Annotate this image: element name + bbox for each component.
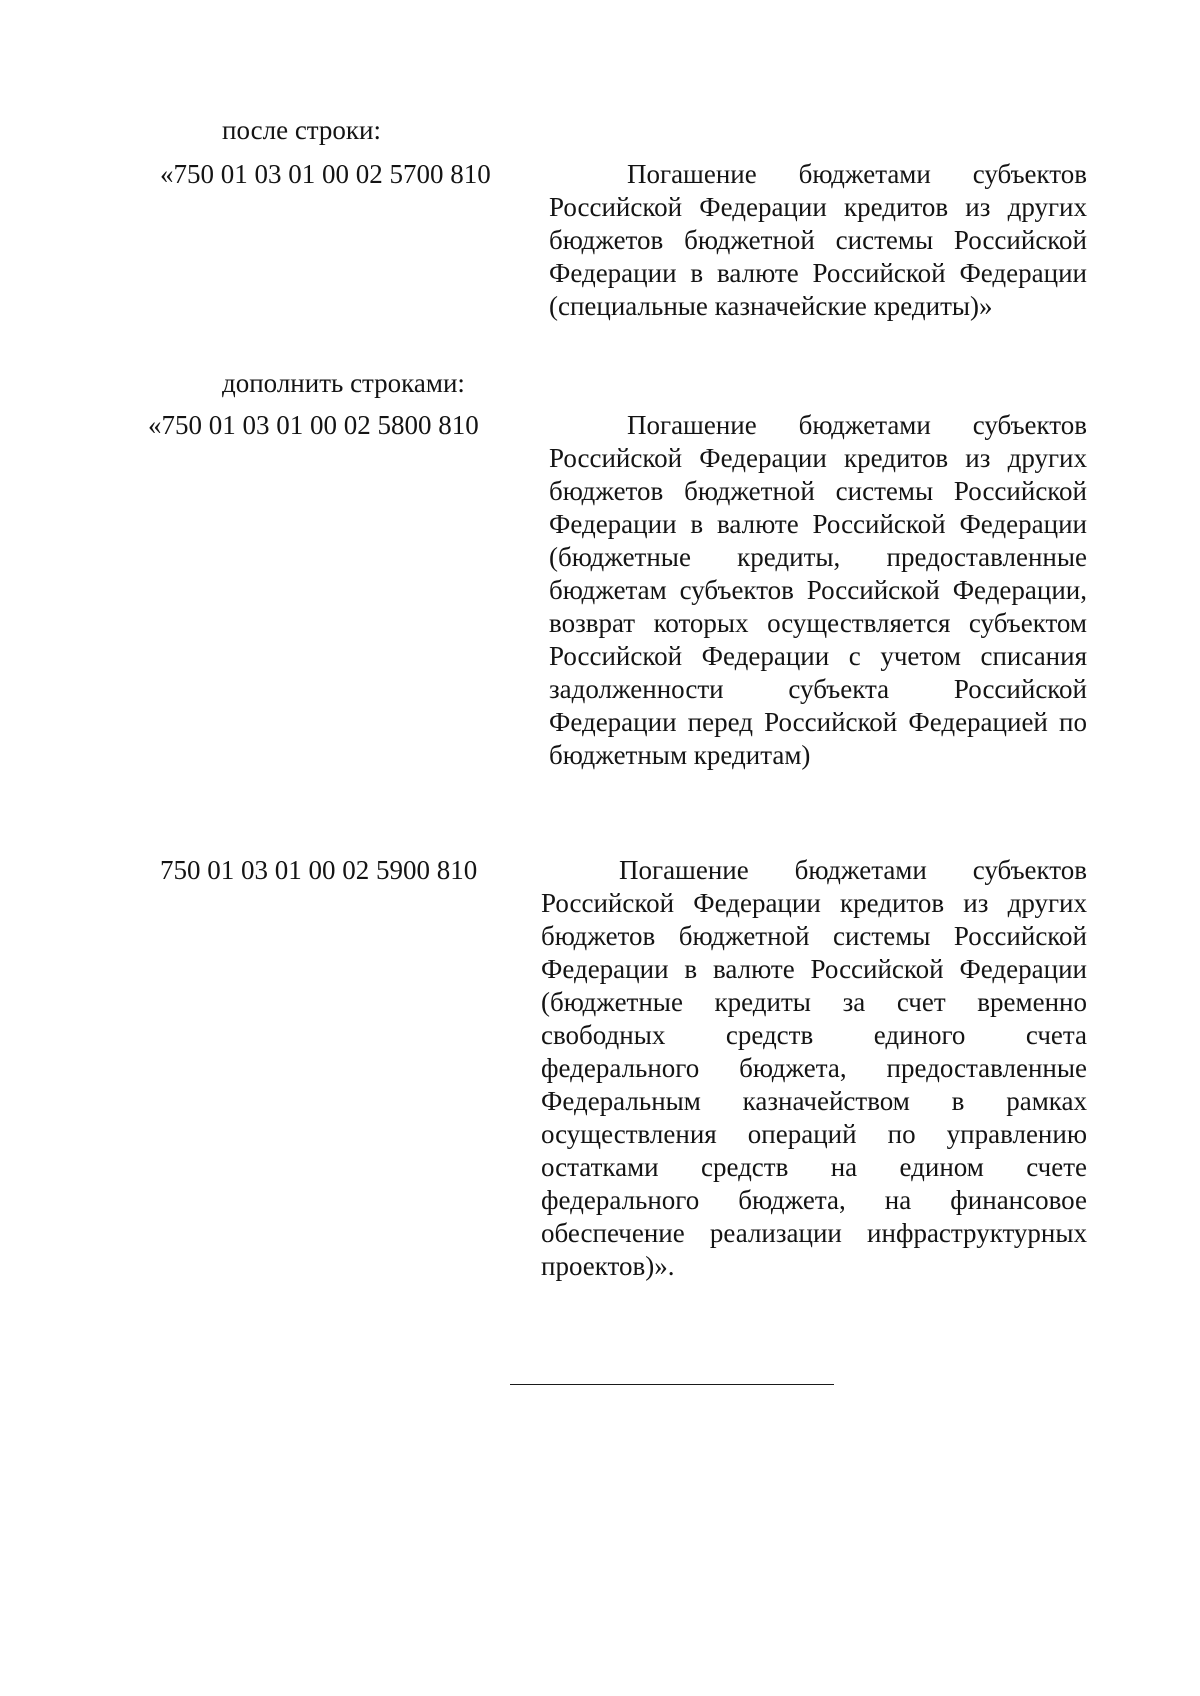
budget-code-5900: 750 01 03 01 00 02 5900 810 xyxy=(160,855,478,885)
budget-code-5800-description: Погашение бюджетами субъектов Российской Федерации кредитов из других бюджетов бюджетной системы Российской Федерации в валюте Российской Федерации (бюджетные кредиты, предоставленные бюджетам субъектов Российской Федерации, возврат которых осуществляется субъектом Российской Федерации с учетом списания задолженности субъекта Российской Федерации перед Российской Федерацией по бюджетным кредитам) xyxy=(549,410,1087,770)
end-separator-line xyxy=(510,1384,834,1385)
intro-add-lines: дополнить строками: xyxy=(222,368,465,398)
intro-after-line: после строки: xyxy=(222,115,381,145)
budget-code-5900-description: Погашение бюджетами субъектов Российской Федерации кредитов из других бюджетов бюджетной системы Российской Федерации в валюте Российской Федерации (бюджетные кредиты за счет временно свободных средств единого счета федерального бюджета, предоставленные Федеральным казначейством в рамках осуществления операций по управлению остатками средств на едином счете федерального бюджета, на финансовое обеспечение реализации инфраструктурных проектов)». xyxy=(541,855,1087,1281)
budget-code-5800: «750 01 03 01 00 02 5800 810 xyxy=(148,410,479,440)
budget-code-5700-description: Погашение бюджетами субъектов Российской Федерации кредитов из других бюджетов бюджетной системы Российской Федерации в валюте Российской Федерации (специальные казначейские кредиты)» xyxy=(549,159,1087,321)
budget-code-5700: «750 01 03 01 00 02 5700 810 xyxy=(160,159,491,189)
